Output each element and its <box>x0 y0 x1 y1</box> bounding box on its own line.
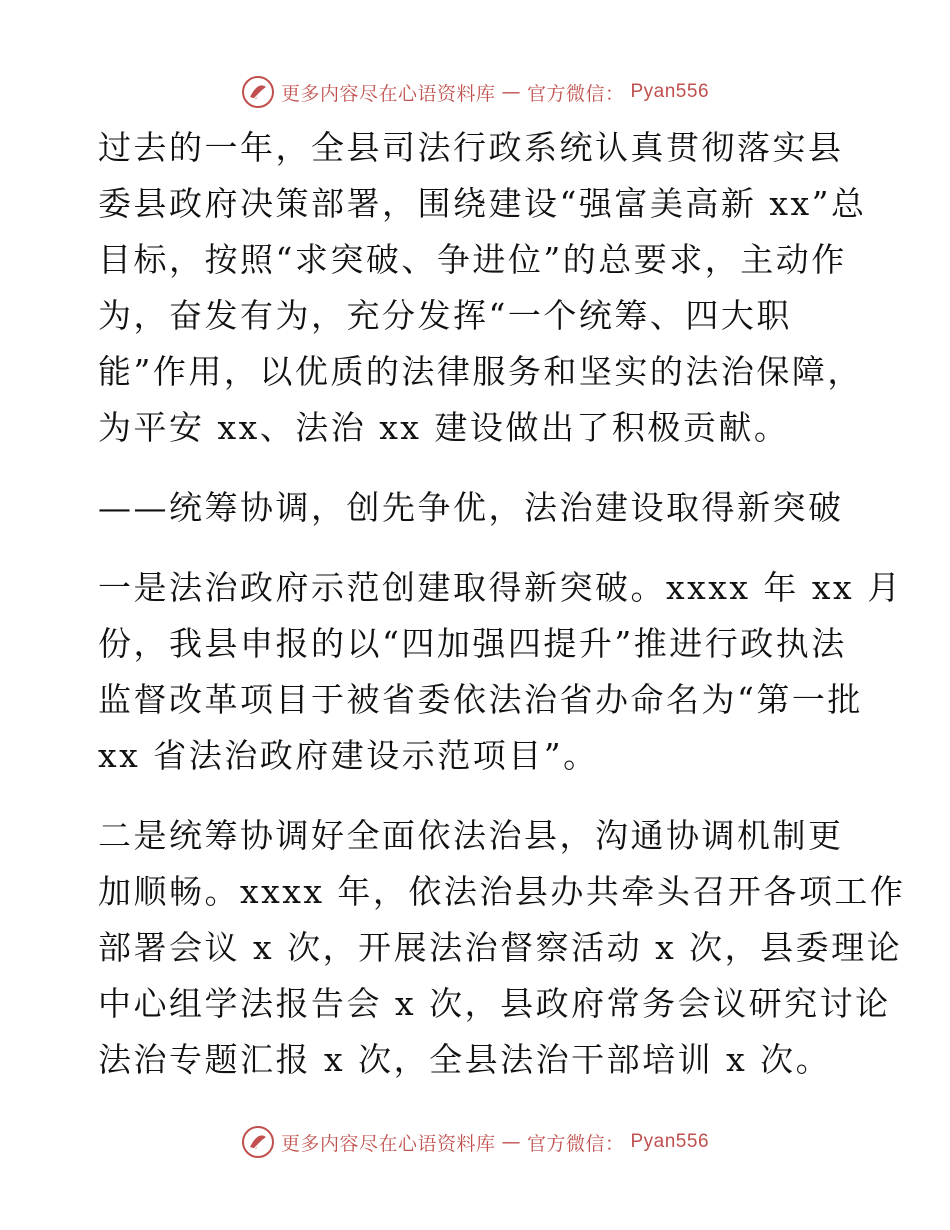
text-line: 份，我县申报的以“四加强四提升”推进行政执法 <box>98 624 847 663</box>
text-line: ——统筹协调，创先争优，法治建设取得新突破 <box>98 488 844 527</box>
text-line: 二是统筹协调好全面依法治县，沟通协调机制更 <box>98 816 844 855</box>
watermark-brand-text: 更多内容尽在心语资料库 <box>280 82 496 105</box>
watermark-wechat-label: 官方微信： <box>526 82 625 105</box>
text-line: 加顺畅。xxxx 年，依法治县办共牵头召开各项工作 <box>98 872 906 911</box>
text-line: 过去的一年，全县司法行政系统认真贯彻落实县 <box>98 128 844 167</box>
text-line: 监督改革项目于被省委依法治省办命名为“第一批 <box>98 680 863 719</box>
brand-logo-icon <box>241 1125 275 1159</box>
watermark-wechat-label: 官方微信： <box>526 1132 625 1155</box>
text-line: 能”作用，以优质的法律服务和坚实的法治保障， <box>98 352 863 391</box>
paragraph-intro <box>98 120 867 456</box>
document-body <box>98 120 906 1088</box>
watermark-separator: — <box>501 1131 521 1153</box>
text-line: 目标，按照“求突破、争进位”的总要求，主动作 <box>98 240 847 279</box>
text-line: 中心组学法报告会 x 次，县政府常务会议研究讨论 <box>98 984 891 1023</box>
text-line: 一是法治政府示范创建取得新突破。xxxx 年 xx 月 <box>98 568 903 607</box>
text-line: 为，奋发有为，充分发挥“一个统筹、四大职 <box>98 296 792 335</box>
header-watermark <box>0 72 950 112</box>
text-line: 委县政府决策部署，围绕建设“强富美高新 xx”总 <box>98 184 867 223</box>
text-line: 法治专题汇报 x 次，全县法治干部培训 x 次。 <box>98 1040 832 1079</box>
footer-watermark <box>0 1122 950 1162</box>
watermark-brand-text: 更多内容尽在心语资料库 <box>280 1132 496 1155</box>
paragraph-item-two <box>98 808 906 1088</box>
text-line: xx 省法治政府建设示范项目”。 <box>98 736 599 775</box>
text-line: 为平安 xx、法治 xx 建设做出了积极贡献。 <box>98 408 790 447</box>
brand-logo-icon <box>241 75 275 109</box>
section-heading <box>98 480 858 536</box>
text-line: 部署会议 x 次，开展法治督察活动 x 次，县委理论 <box>98 928 903 967</box>
paragraph-item-one <box>98 560 903 784</box>
watermark-separator: — <box>501 81 521 103</box>
watermark-wechat-id: Pyan556 <box>630 81 710 102</box>
watermark-wechat-id: Pyan556 <box>630 1131 710 1152</box>
